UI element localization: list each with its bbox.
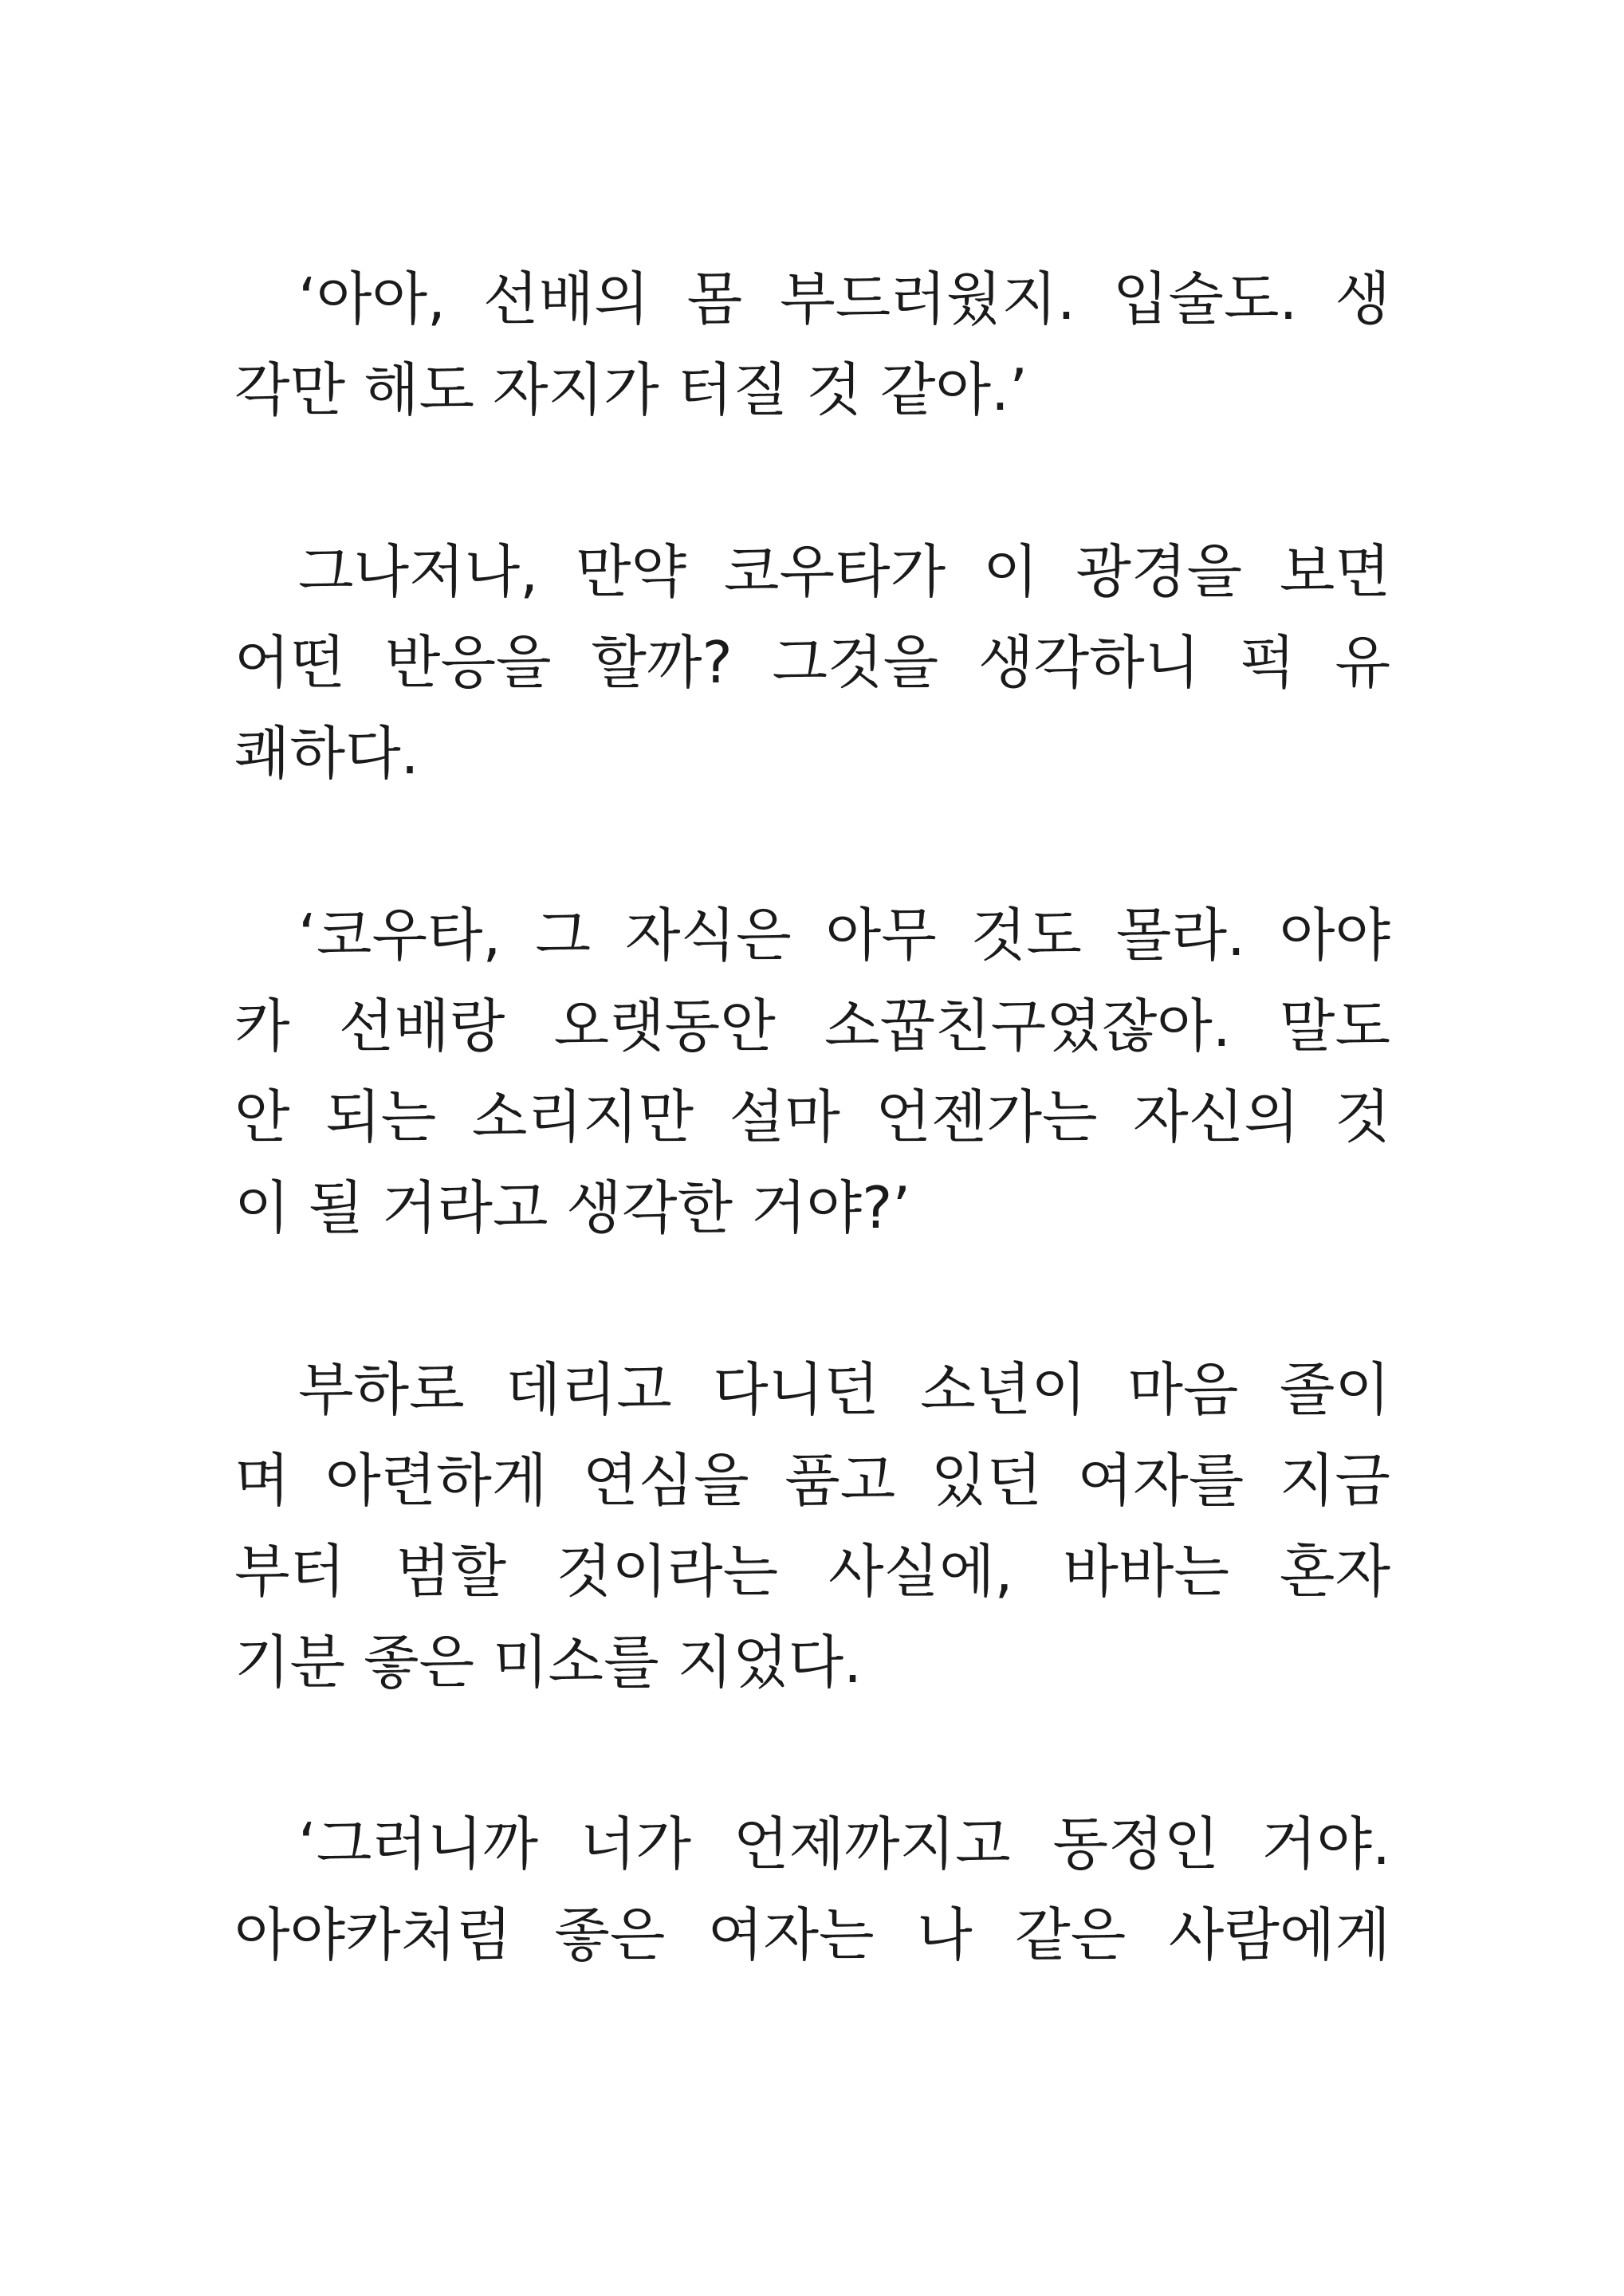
body-text [234, 254, 1390, 2071]
text-line: 부하로 데리고 다니던 소년이 마음 졸이 [298, 1356, 1390, 1423]
text-line: 쾌하다. [234, 720, 419, 787]
paragraph-1 [234, 254, 1390, 435]
text-line: 기분 좋은 미소를 지었다. [234, 1629, 863, 1696]
text-line: ‘코우타, 그 자식은 아무 것도 몰라. 아야 [298, 902, 1390, 969]
text-line: 이 될 거라고 생각한 거야?’ [234, 1174, 911, 1241]
text-line: 아야카처럼 좋은 여자는 나 같은 사람에게 [234, 1901, 1390, 1968]
paragraph-5 [234, 1799, 1390, 1980]
text-line: 며 아련하게 연심을 품고 있던 여자를 지금 [234, 1447, 1390, 1514]
text-line: 부터 범할 것이라는 사실에, 바바는 혼자 [234, 1538, 1390, 1605]
paragraph-2 [234, 526, 1390, 799]
text-line: 안 되는 소리지만 설마 언젠가는 자신의 것 [234, 1083, 1390, 1150]
paragraph-3 [234, 890, 1390, 1253]
paragraph-4 [234, 1344, 1390, 1708]
text-line: ‘그러니까 너가 언제까지고 동정인 거야. [298, 1810, 1390, 1877]
text-line: 어떤 반응을 할까? 그것을 생각하니 퍽 유 [234, 629, 1390, 696]
text-line: ‘아아, 선배의 몸 부드러웠지. 입술도. 생 [298, 265, 1390, 332]
text-line: 각만 해도 자지가 터질 것 같아.’ [234, 356, 1028, 423]
text-line: 그나저나, 만약 코우타가 이 광경을 보면 [298, 538, 1390, 605]
text-line: 카 선배랑 오랫동안 소꿉친구였잖아. 말도 [234, 993, 1390, 1060]
